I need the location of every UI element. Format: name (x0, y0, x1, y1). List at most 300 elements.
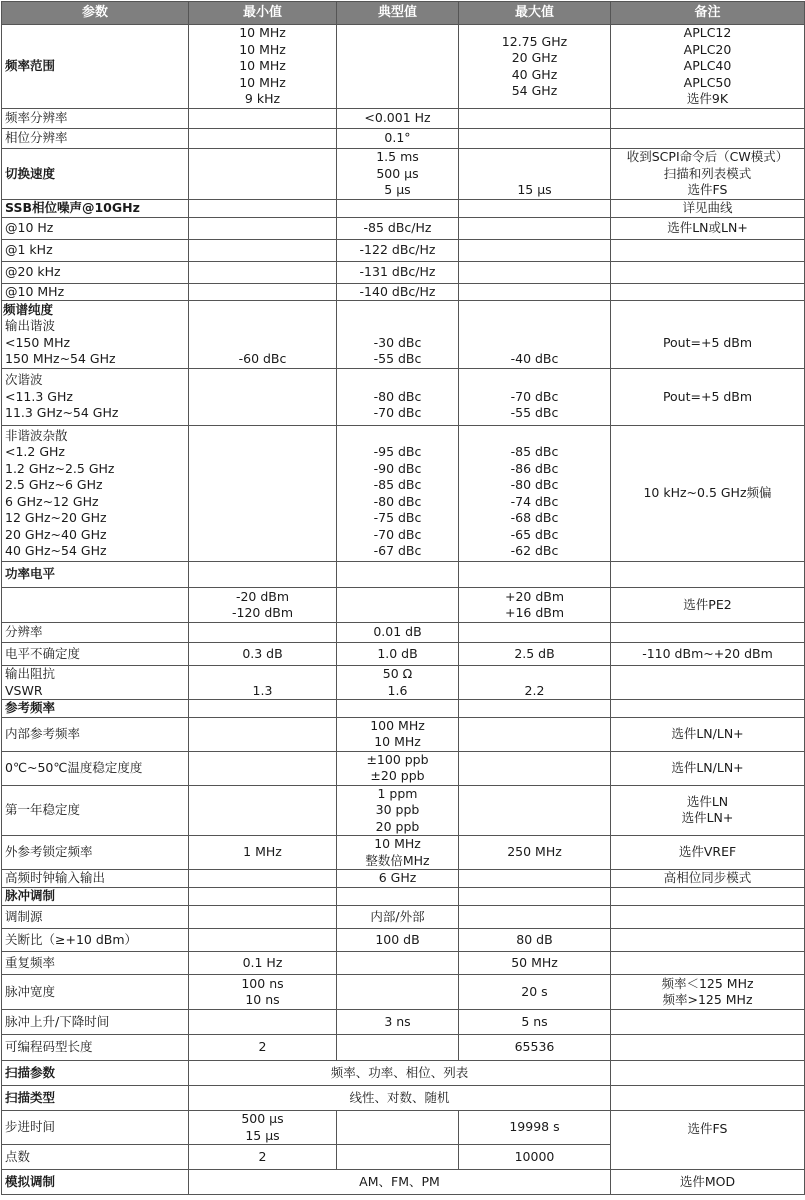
table-row (2, 700, 805, 718)
max-cell: 10000 (459, 1145, 611, 1170)
param-cell: 外参考锁定频率 (2, 836, 189, 870)
note-cell (611, 301, 805, 369)
param-cell: 分辨率 (2, 623, 189, 643)
note-cell (611, 952, 805, 975)
note-value: 高相位同步模式 (663, 870, 752, 886)
header-note: 备注 (611, 2, 805, 25)
note-cell: 选件MOD (611, 1170, 805, 1195)
max-cell (459, 666, 611, 700)
typ-cell (337, 301, 459, 369)
note-value: 选件LN (686, 793, 729, 809)
typ-cell (337, 643, 459, 666)
max-value: 20 s (521, 983, 548, 999)
min-cell (189, 1010, 337, 1035)
max-cell (459, 129, 611, 149)
typ-value: 100 MHz (370, 717, 425, 733)
min-value: 100 ns (241, 975, 284, 991)
table-row (2, 836, 805, 870)
max-cell (459, 239, 611, 261)
typ-cell (337, 666, 459, 700)
typ-value: 3 ns (384, 1013, 411, 1029)
min-value: 10 MHz (239, 41, 286, 57)
merged-value-cell: AM、FM、PM (189, 1170, 611, 1195)
note-cell (611, 562, 805, 588)
max-value: -74 dBc (510, 493, 559, 509)
typ-cell (337, 700, 459, 718)
param-cell: 脉冲调制 (2, 888, 189, 906)
typ-value: 整数倍MHz (365, 852, 430, 868)
max-cell (459, 888, 611, 906)
table-row (2, 149, 805, 200)
min-cell (189, 870, 337, 888)
typ-value: -80 dBc (373, 493, 422, 509)
table-row (2, 906, 805, 929)
max-cell (459, 623, 611, 643)
min-value: 500 μs (241, 1111, 284, 1126)
min-value: -60 dBc (238, 351, 287, 366)
max-value: 80 dB (516, 931, 553, 947)
param-label: 12 GHz~20 GHz (5, 510, 107, 525)
min-value: 0.1 Hz (242, 954, 283, 970)
table-row (2, 109, 805, 129)
param-label: 150 MHz~54 GHz (5, 351, 116, 366)
max-cell (459, 751, 611, 785)
max-value: 15 μs (517, 182, 552, 198)
typ-cell (337, 1145, 459, 1170)
min-cell (189, 666, 337, 700)
max-value: 5 ns (521, 1013, 548, 1029)
typ-cell (337, 1010, 459, 1035)
min-cell (189, 200, 337, 218)
param-cell: @10 MHz (2, 283, 189, 301)
max-value: +16 dBm (504, 605, 565, 620)
param-label: 非谐波杂散 (5, 427, 68, 443)
typ-value (340, 372, 455, 389)
typ-value: -131 dBc/Hz (359, 263, 436, 279)
min-cell (189, 836, 337, 870)
table-row (2, 785, 805, 836)
min-value: 2 (258, 1039, 267, 1055)
note-value: 选件LN或LN+ (667, 219, 748, 235)
table-row-sweep-params (2, 1061, 805, 1086)
note-value: 频率>125 MHz (662, 992, 753, 1007)
max-cell: 19998 s (459, 1111, 611, 1145)
min-value: -20 dBm (235, 588, 290, 604)
min-cell (189, 129, 337, 149)
max-value (462, 302, 607, 319)
typ-value: -70 dBc (373, 526, 422, 542)
max-value (462, 428, 607, 445)
table-row (2, 975, 805, 1010)
table-row (2, 369, 805, 426)
min-cell (189, 261, 337, 283)
min-cell (189, 369, 337, 426)
note-cell (611, 217, 805, 239)
note-cell (611, 369, 805, 426)
note-value: APLC40 (683, 58, 732, 74)
typ-cell (337, 129, 459, 149)
param-label: 11.3 GHz~54 GHz (5, 405, 119, 421)
min-cell (189, 906, 337, 929)
max-cell (459, 426, 611, 562)
param-cell: 关断比（≥+10 dBm） (2, 929, 189, 952)
max-value: 50 MHz (511, 954, 558, 970)
typ-cell (337, 588, 459, 623)
typ-value (340, 428, 455, 445)
note-cell (611, 785, 805, 836)
min-value (192, 666, 333, 683)
typ-value: -140 dBc/Hz (359, 283, 436, 299)
param-label: 频谱纯度 (3, 301, 54, 317)
merged-value-cell: 线性、对数、随机 (189, 1086, 611, 1111)
typ-cell (337, 717, 459, 751)
typ-value: 30 ppb (375, 802, 420, 817)
param-cell: @10 Hz (2, 217, 189, 239)
note-cell (611, 129, 805, 149)
spec-table-body (2, 25, 805, 1195)
max-cell (459, 785, 611, 836)
param-cell: 频率范围 (2, 25, 189, 109)
max-cell (459, 25, 611, 109)
typ-value: 10 MHz (374, 734, 421, 749)
param-cell: @20 kHz (2, 261, 189, 283)
typ-value: 10 MHz (374, 836, 421, 851)
max-value: 65536 (514, 1039, 555, 1055)
header-row (2, 2, 805, 25)
param-cell: 调制源 (2, 906, 189, 929)
max-value: -65 dBc (510, 526, 559, 542)
note-value: -110 dBm~+20 dBm (642, 645, 773, 661)
param-cell: 高频时钟输入输出 (2, 870, 189, 888)
header-max: 最大值 (459, 2, 611, 25)
param-cell: 步进时间 (2, 1111, 189, 1145)
table-row (2, 952, 805, 975)
min-value (192, 318, 333, 335)
table-row (2, 751, 805, 785)
table-row (2, 1010, 805, 1035)
note-cell (611, 1035, 805, 1061)
min-cell (189, 301, 337, 369)
param-label: <11.3 GHz (5, 388, 73, 404)
note-cell (611, 239, 805, 261)
typ-cell (337, 1111, 459, 1145)
note-cell (611, 109, 805, 129)
table-row (2, 562, 805, 588)
typ-value: 1 ppm (377, 785, 418, 801)
max-value: -62 dBc (510, 543, 559, 558)
min-cell (189, 217, 337, 239)
max-value: -70 dBc (510, 388, 559, 404)
min-cell (189, 149, 337, 200)
header-min: 最小值 (189, 2, 337, 25)
note-value: 选件LN/LN+ (671, 759, 744, 775)
note-cell (611, 643, 805, 666)
note-cell (611, 149, 805, 200)
max-value (462, 666, 607, 683)
max-value: -80 dBc (510, 477, 559, 492)
max-cell (459, 700, 611, 718)
note-cell (611, 200, 805, 218)
typ-value: 500 μs (376, 165, 419, 181)
note-cell (611, 426, 805, 562)
note-value: 选件9K (686, 91, 729, 107)
typ-cell (337, 283, 459, 301)
min-cell (189, 426, 337, 562)
typ-value: -90 dBc (373, 460, 422, 476)
max-cell (459, 717, 611, 751)
max-value: -40 dBc (510, 351, 559, 366)
param-cell: 功率电平 (2, 562, 189, 588)
note-value: 选件VREF (678, 844, 737, 860)
table-row (2, 217, 805, 239)
max-cell (459, 643, 611, 666)
param-cell: 可编程码型长度 (2, 1035, 189, 1061)
param-cell: 扫描类型 (2, 1086, 189, 1111)
min-cell (189, 1111, 337, 1145)
param-label: 输出阻抗 (5, 666, 56, 681)
max-value (462, 166, 607, 183)
typ-cell (337, 870, 459, 888)
table-row (2, 717, 805, 751)
note-cell (611, 751, 805, 785)
param-cell (2, 301, 189, 369)
min-value: 1 MHz (243, 844, 282, 860)
max-value: 250 MHz (507, 844, 562, 860)
min-value (192, 335, 333, 352)
typ-cell (337, 785, 459, 836)
typ-cell (337, 109, 459, 129)
typ-cell (337, 1035, 459, 1061)
max-value: 12.75 GHz (501, 33, 568, 49)
table-row (2, 301, 805, 369)
typ-cell (337, 261, 459, 283)
max-cell (459, 836, 611, 870)
note-cell (611, 1010, 805, 1035)
min-cell (189, 643, 337, 666)
max-cell (459, 870, 611, 888)
min-cell (189, 239, 337, 261)
min-cell (189, 888, 337, 906)
min-value: 10 MHz (239, 58, 286, 74)
table-row (2, 623, 805, 643)
table-row (2, 129, 805, 149)
table-row (2, 929, 805, 952)
param-cell: 频率分辨率 (2, 109, 189, 129)
min-cell (189, 109, 337, 129)
typ-cell (337, 149, 459, 200)
max-cell (459, 301, 611, 369)
table-row (2, 25, 805, 109)
typ-value: -85 dBc (373, 477, 422, 492)
note-cell (611, 906, 805, 929)
max-value: 2.5 dB (514, 645, 555, 661)
min-value: -120 dBm (231, 605, 294, 620)
max-cell (459, 109, 611, 129)
param-label: VSWR (5, 682, 43, 698)
note-cell (611, 1061, 805, 1086)
min-value: 10 MHz (239, 74, 286, 90)
param-label: <1.2 GHz (5, 444, 65, 459)
typ-cell (337, 200, 459, 218)
typ-cell (337, 751, 459, 785)
param-label: 2.5 GHz~6 GHz (5, 477, 103, 492)
note-cell (611, 717, 805, 751)
param-cell: 内部参考频率 (2, 717, 189, 751)
table-row (2, 283, 805, 301)
param-label: 40 GHz~54 GHz (5, 543, 107, 558)
param-cell (2, 426, 189, 562)
typ-value: 1.5 ms (376, 149, 419, 165)
table-row (2, 426, 805, 562)
param-cell: 重复频率 (2, 952, 189, 975)
param-cell: 脉冲宽度 (2, 975, 189, 1010)
min-cell (189, 952, 337, 975)
table-row (2, 888, 805, 906)
param-label: 次谐波 (5, 372, 43, 388)
min-cell (189, 588, 337, 623)
max-cell (459, 149, 611, 200)
table-row-analog-mod (2, 1170, 805, 1195)
max-cell (459, 929, 611, 952)
note-cell (611, 975, 805, 1010)
note-value: APLC20 (683, 41, 732, 57)
max-value: +20 dBm (504, 588, 565, 604)
typ-value: -70 dBc (373, 405, 422, 421)
typ-value: -30 dBc (373, 334, 422, 350)
typ-cell (337, 239, 459, 261)
param-label: 6 GHz~12 GHz (5, 493, 99, 509)
min-cell (189, 700, 337, 718)
table-row (2, 666, 805, 700)
max-value: -85 dBc (510, 444, 559, 459)
note-value: 选件LN/LN+ (671, 725, 744, 741)
table-row (2, 643, 805, 666)
max-value: 20 GHz (511, 50, 558, 65)
typ-value: 20 ppb (375, 818, 420, 834)
typ-cell (337, 623, 459, 643)
note-cell (611, 283, 805, 301)
note-value: 选件PE2 (683, 596, 732, 612)
param-cell: SSB相位噪声@10GHz (2, 200, 189, 218)
min-value: 15 μs (245, 1127, 280, 1143)
min-value: 10 MHz (239, 25, 286, 41)
param-cell (2, 588, 189, 623)
note-cell (611, 870, 805, 888)
typ-value: -75 dBc (373, 510, 422, 525)
typ-value (340, 302, 455, 319)
note-value: 选件LN+ (681, 810, 734, 826)
note-value: 扫描和列表模式 (663, 165, 752, 181)
typ-cell (337, 217, 459, 239)
min-cell (189, 1035, 337, 1061)
param-cell: 电平不确定度 (2, 643, 189, 666)
param-cell: @1 kHz (2, 239, 189, 261)
max-value: 54 GHz (511, 83, 558, 98)
typ-value: ±20 ppb (370, 768, 425, 783)
table-row (2, 1035, 805, 1061)
typ-value: ±100 ppb (366, 751, 429, 767)
typ-cell (337, 929, 459, 952)
note-value (614, 318, 801, 335)
note-value: APLC50 (683, 74, 732, 90)
table-row (2, 239, 805, 261)
note-value: 10 kHz~0.5 GHz频偏 (643, 485, 772, 501)
table-row (2, 870, 805, 888)
typ-value: 5 μs (384, 182, 411, 198)
min-cell (189, 283, 337, 301)
note-cell (611, 1086, 805, 1111)
param-cell: 第一年稳定度 (2, 785, 189, 836)
max-value: -55 dBc (510, 405, 559, 421)
table-row-step-time (2, 1111, 805, 1145)
param-cell: 切换速度 (2, 149, 189, 200)
param-cell (2, 666, 189, 700)
max-cell (459, 1010, 611, 1035)
typ-value: 50 Ω (382, 666, 413, 681)
param-label: 输出谐波 (5, 318, 56, 333)
param-cell (2, 369, 189, 426)
note-cell: 选件FS (611, 1111, 805, 1170)
typ-value: -80 dBc (373, 388, 422, 404)
note-cell (611, 623, 805, 643)
typ-value (340, 318, 455, 335)
min-value: 1.3 (252, 682, 273, 698)
note-value: 选件FS (687, 182, 728, 198)
max-value (462, 149, 607, 166)
max-value (462, 318, 607, 335)
note-value: Pout=+5 dBm (662, 334, 753, 350)
typ-value: -85 dBc/Hz (363, 219, 432, 235)
typ-cell (337, 369, 459, 426)
max-cell (459, 952, 611, 975)
max-cell (459, 906, 611, 929)
spec-table (1, 1, 805, 1195)
note-value: Pout=+5 dBm (662, 388, 753, 404)
typ-value: <0.001 Hz (364, 110, 431, 126)
typ-value: 内部/外部 (370, 908, 425, 924)
max-value (462, 372, 607, 389)
min-cell (189, 623, 337, 643)
min-cell (189, 975, 337, 1010)
table-row (2, 588, 805, 623)
param-cell: 模拟调制 (2, 1170, 189, 1195)
typ-value: 6 GHz (378, 870, 417, 886)
note-value: 收到SCPI命令后（CW模式） (626, 149, 789, 165)
param-cell: 参考频率 (2, 700, 189, 718)
param-cell: 脉冲上升/下降时间 (2, 1010, 189, 1035)
note-value: 详见曲线 (682, 200, 733, 215)
max-value: 2.2 (524, 682, 545, 698)
typ-value: 100 dB (375, 931, 420, 947)
note-value: 频率＜125 MHz (661, 975, 754, 991)
table-row-sweep-type (2, 1086, 805, 1111)
param-label: 20 GHz~40 GHz (5, 526, 107, 542)
min-value: 0.3 dB (242, 645, 283, 661)
merged-value-cell: 频率、功率、相位、列表 (189, 1061, 611, 1086)
max-cell (459, 200, 611, 218)
typ-cell (337, 975, 459, 1010)
max-cell (459, 975, 611, 1010)
max-value: -86 dBc (510, 460, 559, 476)
min-cell (189, 25, 337, 109)
typ-value: 1.0 dB (377, 645, 418, 661)
max-cell (459, 369, 611, 426)
note-cell (611, 929, 805, 952)
max-value (462, 335, 607, 352)
max-cell (459, 283, 611, 301)
max-cell (459, 261, 611, 283)
note-cell (611, 25, 805, 109)
